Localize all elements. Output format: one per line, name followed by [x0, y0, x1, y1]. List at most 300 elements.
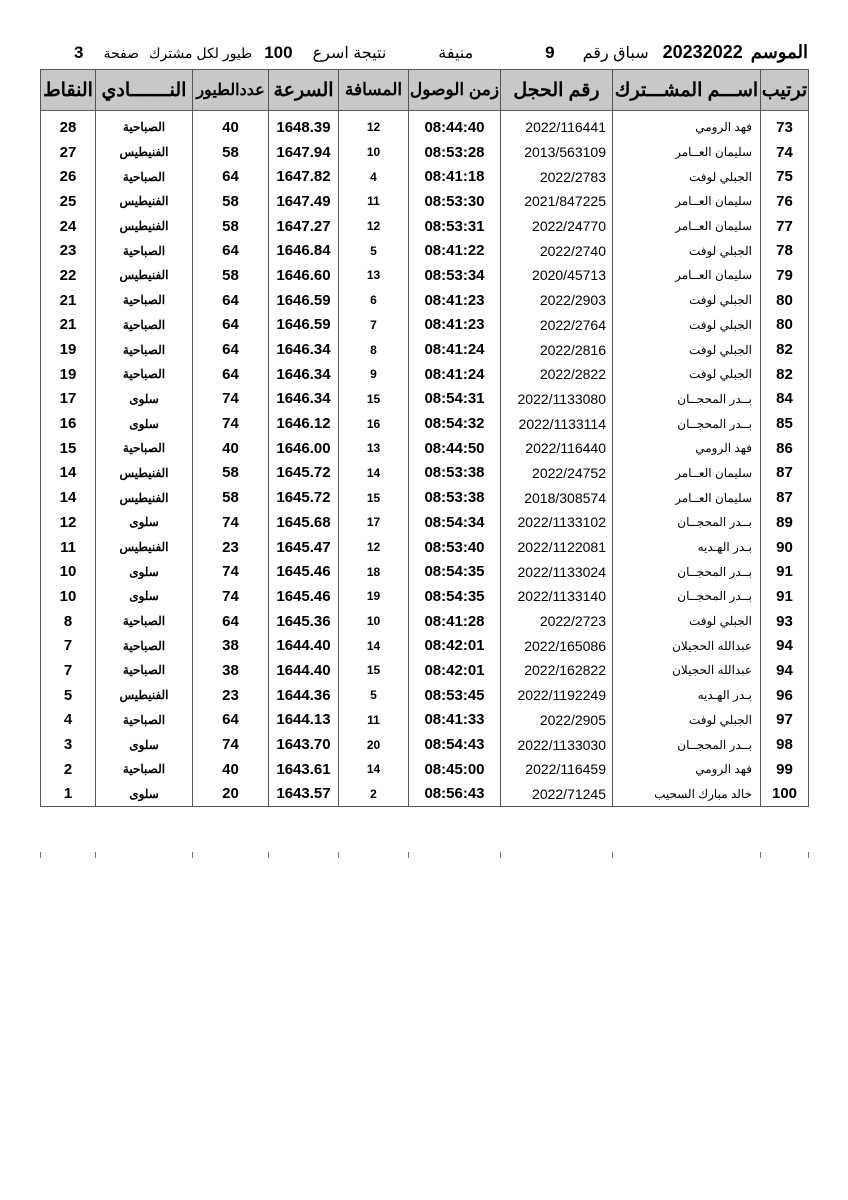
cell-time: 08:41:28 [409, 609, 501, 634]
cell-rank: 80 [761, 288, 809, 313]
cell-speed: 1645.46 [269, 584, 339, 609]
cell-speed: 1647.49 [269, 189, 339, 214]
cell-birds: 40 [193, 757, 269, 782]
cell-birds: 58 [193, 189, 269, 214]
cell-birds: 58 [193, 140, 269, 165]
cell-ring: 2022/1133030 [501, 732, 613, 757]
cell-birds: 64 [193, 708, 269, 733]
cell-birds: 74 [193, 510, 269, 535]
cell-points: 14 [41, 485, 96, 510]
col-name: اســـم المشـــترك [613, 70, 761, 111]
race-label: سباق رقم [582, 45, 649, 62]
cell-time: 08:53:40 [409, 535, 501, 560]
cell-points: 5 [41, 683, 96, 708]
cell-rank: 73 [761, 111, 809, 140]
cell-points: 21 [41, 313, 96, 338]
cell-speed: 1646.34 [269, 387, 339, 412]
cell-rank: 78 [761, 238, 809, 263]
cell-speed: 1645.46 [269, 559, 339, 584]
cell-birds: 40 [193, 111, 269, 140]
cell-ring: 2022/2723 [501, 609, 613, 634]
cell-ring: 2021/847225 [501, 189, 613, 214]
cell-ring: 2022/1133114 [501, 411, 613, 436]
table-row [41, 362, 809, 387]
cell-distance: 19 [339, 584, 409, 609]
report-header [40, 42, 808, 66]
cell-club: الصباحية [96, 164, 193, 189]
cell-speed: 1646.59 [269, 313, 339, 338]
cell-ring: 2022/2905 [501, 708, 613, 733]
cell-speed: 1647.94 [269, 140, 339, 165]
cell-name: سليمان العــامر [613, 461, 761, 486]
cell-time: 08:53:38 [409, 485, 501, 510]
table-row [41, 214, 809, 239]
cell-points: 7 [41, 658, 96, 683]
cell-speed: 1644.40 [269, 633, 339, 658]
cell-club: الصباحية [96, 362, 193, 387]
cell-birds: 58 [193, 214, 269, 239]
cell-points: 28 [41, 111, 96, 140]
cell-time: 08:41:22 [409, 238, 501, 263]
cell-speed: 1643.70 [269, 732, 339, 757]
cell-distance: 11 [339, 189, 409, 214]
cell-distance: 16 [339, 411, 409, 436]
cell-time: 08:54:32 [409, 411, 501, 436]
cell-ring: 2013/563109 [501, 140, 613, 165]
cell-name: خالد مبارك السحيب [613, 782, 761, 807]
cell-name: عبدالله الحجيلان [613, 633, 761, 658]
table-row [41, 782, 809, 807]
cell-rank: 82 [761, 337, 809, 362]
cell-ring: 2022/162822 [501, 658, 613, 683]
cell-points: 21 [41, 288, 96, 313]
cell-birds: 58 [193, 263, 269, 288]
cell-club: سلوى [96, 510, 193, 535]
cell-club: الفنيطيس [96, 461, 193, 486]
cell-points: 12 [41, 510, 96, 535]
column-tick-mark [760, 852, 761, 858]
cell-time: 08:41:33 [409, 708, 501, 733]
cell-rank: 76 [761, 189, 809, 214]
cell-distance: 11 [339, 708, 409, 733]
col-ring: رقم الحجل [501, 70, 613, 111]
cell-birds: 64 [193, 164, 269, 189]
cell-speed: 1646.34 [269, 337, 339, 362]
col-rank: ترتيب [761, 70, 809, 111]
cell-ring: 2022/2822 [501, 362, 613, 387]
cell-points: 17 [41, 387, 96, 412]
cell-ring: 2022/1192249 [501, 683, 613, 708]
cell-rank: 87 [761, 461, 809, 486]
cell-birds: 58 [193, 461, 269, 486]
table-row [41, 757, 809, 782]
cell-points: 25 [41, 189, 96, 214]
cell-distance: 12 [339, 535, 409, 560]
cell-time: 08:42:01 [409, 633, 501, 658]
cell-ring: 2022/165086 [501, 633, 613, 658]
cell-rank: 91 [761, 584, 809, 609]
cell-birds: 20 [193, 782, 269, 807]
cell-points: 24 [41, 214, 96, 239]
cell-club: سلوى [96, 411, 193, 436]
cell-rank: 94 [761, 633, 809, 658]
cell-name: بــدر المحجــان [613, 732, 761, 757]
cell-time: 08:41:23 [409, 288, 501, 313]
cell-club: الفنيطيس [96, 140, 193, 165]
cell-rank: 86 [761, 436, 809, 461]
cell-club: الصباحية [96, 337, 193, 362]
cell-time: 08:54:34 [409, 510, 501, 535]
cell-ring: 2022/24752 [501, 461, 613, 486]
cell-speed: 1647.82 [269, 164, 339, 189]
cell-rank: 91 [761, 559, 809, 584]
cell-points: 19 [41, 337, 96, 362]
cell-name: عبدالله الحجيلان [613, 658, 761, 683]
cell-ring: 2022/116441 [501, 111, 613, 140]
cell-club: الصباحية [96, 708, 193, 733]
cell-birds: 58 [193, 485, 269, 510]
cell-club: سلوى [96, 559, 193, 584]
column-tick-mark [268, 852, 269, 858]
cell-ring: 2022/1133080 [501, 387, 613, 412]
cell-distance: 13 [339, 436, 409, 461]
cell-points: 3 [41, 732, 96, 757]
per-label: طيور لكل مشترك [148, 45, 253, 61]
cell-points: 14 [41, 461, 96, 486]
cell-birds: 40 [193, 436, 269, 461]
column-tick-mark [808, 852, 809, 858]
cell-distance: 14 [339, 757, 409, 782]
cell-rank: 94 [761, 658, 809, 683]
cell-name: الجبلي لوفت [613, 313, 761, 338]
column-tick-mark [338, 852, 339, 858]
cell-ring: 2022/2740 [501, 238, 613, 263]
cell-ring: 2018/308574 [501, 485, 613, 510]
cell-birds: 64 [193, 313, 269, 338]
cell-club: الفنيطيس [96, 683, 193, 708]
cell-rank: 98 [761, 732, 809, 757]
col-distance: المسافة [339, 70, 409, 111]
column-tick-mark [40, 852, 41, 858]
cell-club: الصباحية [96, 436, 193, 461]
cell-points: 10 [41, 559, 96, 584]
table-row [41, 658, 809, 683]
column-tick-mark [95, 852, 96, 858]
cell-club: سلوى [96, 732, 193, 757]
cell-club: الفنيطيس [96, 535, 193, 560]
cell-birds: 38 [193, 633, 269, 658]
cell-rank: 87 [761, 485, 809, 510]
cell-time: 08:41:23 [409, 313, 501, 338]
table-row [41, 288, 809, 313]
cell-club: الفنيطيس [96, 214, 193, 239]
cell-club: الصباحية [96, 658, 193, 683]
table-row [41, 189, 809, 214]
cell-distance: 15 [339, 387, 409, 412]
cell-rank: 79 [761, 263, 809, 288]
cell-rank: 77 [761, 214, 809, 239]
cell-name: فهد الرومي [613, 111, 761, 140]
cell-time: 08:41:24 [409, 337, 501, 362]
cell-name: سليمان العــامر [613, 263, 761, 288]
table-row [41, 708, 809, 733]
cell-name: سليمان العــامر [613, 214, 761, 239]
column-tick-mark [612, 852, 613, 858]
cell-distance: 4 [339, 164, 409, 189]
cell-points: 4 [41, 708, 96, 733]
cell-distance: 8 [339, 337, 409, 362]
cell-distance: 5 [339, 238, 409, 263]
table-row [41, 387, 809, 412]
cell-club: الصباحية [96, 609, 193, 634]
cell-time: 08:53:34 [409, 263, 501, 288]
cell-points: 1 [41, 782, 96, 807]
table-row [41, 111, 809, 140]
cell-name: فهد الرومي [613, 436, 761, 461]
cell-speed: 1645.72 [269, 461, 339, 486]
cell-club: سلوى [96, 782, 193, 807]
cell-rank: 74 [761, 140, 809, 165]
cell-time: 08:54:31 [409, 387, 501, 412]
cell-name: بــدر المحجــان [613, 559, 761, 584]
cell-time: 08:53:38 [409, 461, 501, 486]
cell-distance: 12 [339, 214, 409, 239]
result-count: 100 [264, 43, 293, 62]
cell-birds: 38 [193, 658, 269, 683]
table-row [41, 238, 809, 263]
cell-points: 23 [41, 238, 96, 263]
cell-speed: 1646.60 [269, 263, 339, 288]
table-row [41, 263, 809, 288]
cell-speed: 1644.36 [269, 683, 339, 708]
season-label: الموسم [750, 42, 808, 62]
cell-name: الجبلي لوفت [613, 164, 761, 189]
cell-name: الجبلي لوفت [613, 609, 761, 634]
cell-birds: 64 [193, 609, 269, 634]
cell-points: 8 [41, 609, 96, 634]
cell-birds: 74 [193, 732, 269, 757]
cell-points: 11 [41, 535, 96, 560]
cell-rank: 89 [761, 510, 809, 535]
cell-ring: 2022/1122081 [501, 535, 613, 560]
cell-speed: 1646.12 [269, 411, 339, 436]
cell-distance: 15 [339, 485, 409, 510]
cell-time: 08:41:24 [409, 362, 501, 387]
cell-speed: 1648.39 [269, 111, 339, 140]
page-number: 3 [74, 43, 84, 62]
page-label: صفحة [103, 45, 139, 61]
cell-club: الفنيطيس [96, 263, 193, 288]
cell-distance: 18 [339, 559, 409, 584]
table-row [41, 436, 809, 461]
cell-name: سليمان العــامر [613, 485, 761, 510]
cell-name: الجبلي لوفت [613, 238, 761, 263]
table-row [41, 164, 809, 189]
cell-rank: 82 [761, 362, 809, 387]
table-row [41, 633, 809, 658]
cell-name: الجبلي لوفت [613, 362, 761, 387]
cell-name: بـدر الهـديه [613, 683, 761, 708]
cell-points: 10 [41, 584, 96, 609]
cell-rank: 96 [761, 683, 809, 708]
cell-speed: 1645.47 [269, 535, 339, 560]
cell-club: الصباحية [96, 633, 193, 658]
cell-birds: 64 [193, 337, 269, 362]
cell-time: 08:53:45 [409, 683, 501, 708]
cell-birds: 64 [193, 238, 269, 263]
cell-club: الفنيطيس [96, 189, 193, 214]
cell-name: بــدر المحجــان [613, 584, 761, 609]
cell-time: 08:41:18 [409, 164, 501, 189]
cell-birds: 74 [193, 584, 269, 609]
table-row [41, 510, 809, 535]
cell-ring: 2022/2816 [501, 337, 613, 362]
cell-points: 2 [41, 757, 96, 782]
cell-rank: 85 [761, 411, 809, 436]
cell-name: الجبلي لوفت [613, 337, 761, 362]
table-row [41, 485, 809, 510]
cell-rank: 80 [761, 313, 809, 338]
cell-distance: 15 [339, 658, 409, 683]
result-label: نتيجة اسرع [312, 45, 387, 62]
header-row [41, 70, 809, 111]
cell-ring: 2022/2903 [501, 288, 613, 313]
cell-time: 08:44:40 [409, 111, 501, 140]
cell-points: 15 [41, 436, 96, 461]
cell-ring: 2022/1133140 [501, 584, 613, 609]
season-value: 20232022 [662, 42, 743, 62]
cell-time: 08:56:43 [409, 782, 501, 807]
cell-rank: 90 [761, 535, 809, 560]
cell-time: 08:45:00 [409, 757, 501, 782]
cell-time: 08:42:01 [409, 658, 501, 683]
cell-speed: 1646.00 [269, 436, 339, 461]
cell-speed: 1644.40 [269, 658, 339, 683]
cell-distance: 14 [339, 461, 409, 486]
col-birds: عددالطيور [193, 70, 269, 111]
cell-club: الصباحية [96, 111, 193, 140]
cell-speed: 1645.36 [269, 609, 339, 634]
cell-birds: 64 [193, 362, 269, 387]
col-speed: السرعة [269, 70, 339, 111]
col-points: النقاط [41, 70, 96, 111]
col-time: زمن الوصول [409, 70, 501, 111]
cell-distance: 10 [339, 609, 409, 634]
cell-birds: 74 [193, 387, 269, 412]
cell-speed: 1644.13 [269, 708, 339, 733]
cell-distance: 17 [339, 510, 409, 535]
cell-distance: 12 [339, 111, 409, 140]
table-row [41, 140, 809, 165]
cell-birds: 74 [193, 411, 269, 436]
results-table [40, 69, 809, 807]
table-row [41, 535, 809, 560]
cell-ring: 2022/24770 [501, 214, 613, 239]
table-row [41, 683, 809, 708]
cell-speed: 1645.72 [269, 485, 339, 510]
cell-name: سليمان العــامر [613, 189, 761, 214]
cell-name: الجبلي لوفت [613, 708, 761, 733]
cell-distance: 6 [339, 288, 409, 313]
cell-name: بـدر الهـديه [613, 535, 761, 560]
cell-points: 7 [41, 633, 96, 658]
cell-distance: 10 [339, 140, 409, 165]
cell-name: سليمان العــامر [613, 140, 761, 165]
cell-ring: 2022/2783 [501, 164, 613, 189]
cell-points: 16 [41, 411, 96, 436]
cell-points: 22 [41, 263, 96, 288]
cell-birds: 64 [193, 288, 269, 313]
col-club: النـــــــادي [96, 70, 193, 111]
cell-rank: 97 [761, 708, 809, 733]
cell-time: 08:53:28 [409, 140, 501, 165]
table-row [41, 732, 809, 757]
table-row [41, 411, 809, 436]
table-row [41, 584, 809, 609]
cell-speed: 1646.34 [269, 362, 339, 387]
cell-time: 08:53:31 [409, 214, 501, 239]
cell-name: بــدر المحجــان [613, 387, 761, 412]
cell-points: 27 [41, 140, 96, 165]
cell-ring: 2022/116459 [501, 757, 613, 782]
cell-club: الصباحية [96, 313, 193, 338]
cell-rank: 93 [761, 609, 809, 634]
column-tick-mark [408, 852, 409, 858]
column-tick-mark [192, 852, 193, 858]
cell-name: بــدر المحجــان [613, 411, 761, 436]
table-row [41, 461, 809, 486]
cell-rank: 75 [761, 164, 809, 189]
cell-time: 08:53:30 [409, 189, 501, 214]
cell-distance: 2 [339, 782, 409, 807]
table-row [41, 559, 809, 584]
cell-birds: 74 [193, 559, 269, 584]
cell-points: 19 [41, 362, 96, 387]
cell-distance: 13 [339, 263, 409, 288]
cell-name: بــدر المحجــان [613, 510, 761, 535]
cell-ring: 2022/71245 [501, 782, 613, 807]
cell-distance: 20 [339, 732, 409, 757]
cell-club: الصباحية [96, 238, 193, 263]
cell-distance: 7 [339, 313, 409, 338]
cell-name: فهد الرومي [613, 757, 761, 782]
cell-birds: 23 [193, 535, 269, 560]
table-row [41, 313, 809, 338]
cell-club: سلوى [96, 387, 193, 412]
cell-ring: 2022/1133102 [501, 510, 613, 535]
cell-club: الفنيطيس [96, 485, 193, 510]
cell-distance: 5 [339, 683, 409, 708]
cell-ring: 2022/116440 [501, 436, 613, 461]
cell-speed: 1643.61 [269, 757, 339, 782]
cell-time: 08:54:35 [409, 584, 501, 609]
cell-distance: 9 [339, 362, 409, 387]
cell-time: 08:54:43 [409, 732, 501, 757]
cell-club: الصباحية [96, 288, 193, 313]
cell-speed: 1646.59 [269, 288, 339, 313]
table-row [41, 337, 809, 362]
cell-ring: 2020/45713 [501, 263, 613, 288]
cell-rank: 99 [761, 757, 809, 782]
cell-rank: 84 [761, 387, 809, 412]
cell-speed: 1645.68 [269, 510, 339, 535]
cell-rank: 100 [761, 782, 809, 807]
cell-speed: 1646.84 [269, 238, 339, 263]
location: منيفة [438, 45, 474, 62]
cell-distance: 14 [339, 633, 409, 658]
table-row [41, 609, 809, 634]
cell-name: الجبلي لوفت [613, 288, 761, 313]
